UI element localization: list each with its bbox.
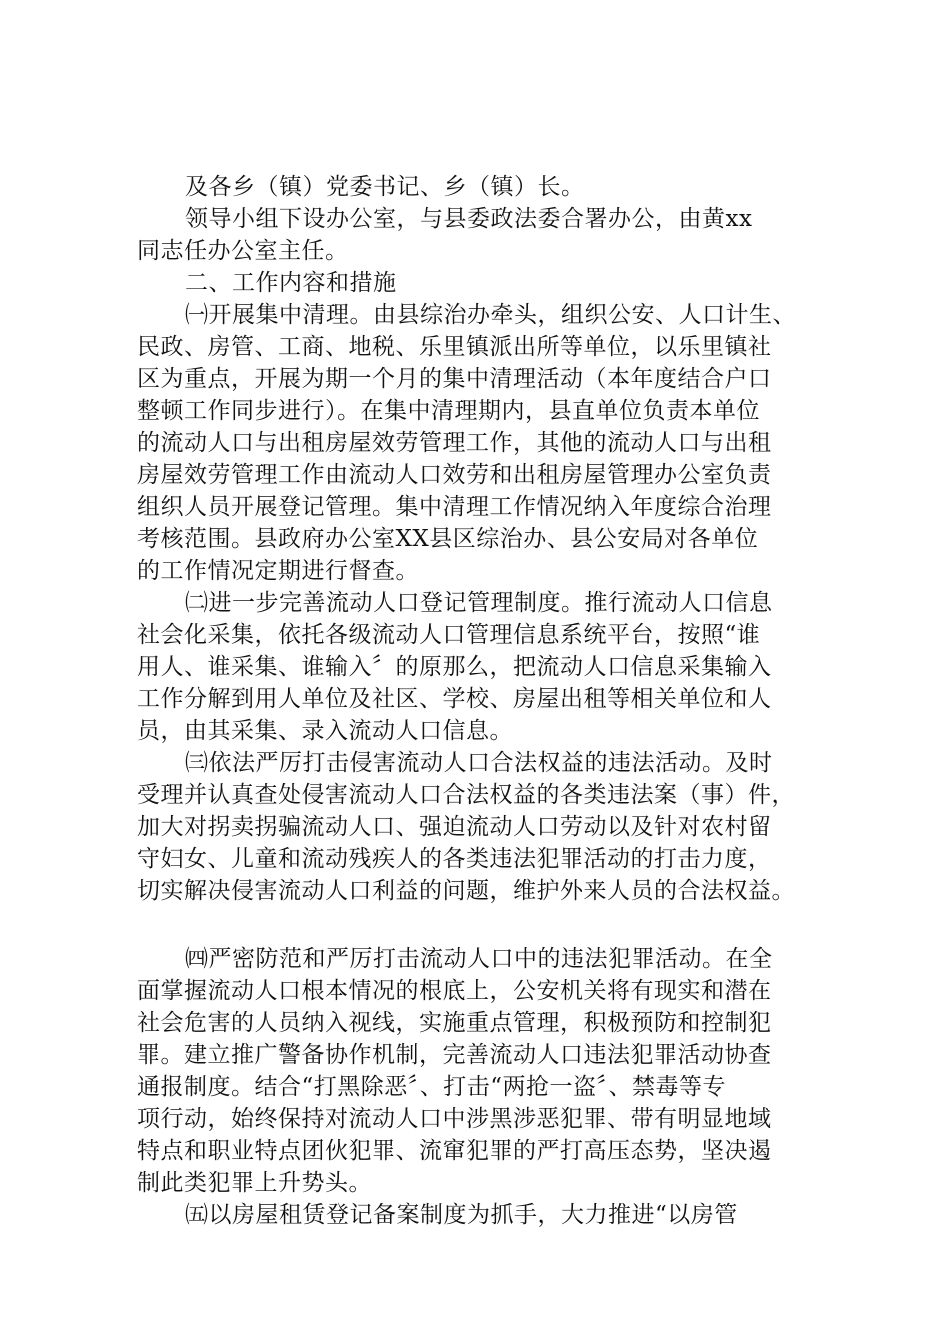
document-line: 民政、房管、工商、地税、乐里镇派出所等单位，以乐里镇社 <box>137 334 772 360</box>
document-line: 面掌握流动人口根本情况的根底上，公安机关将有现实和潜在 <box>137 978 772 1004</box>
document-line: 项行动，始终保持对流动人口中涉黑涉恶犯罪、带有明显地域 <box>137 1106 772 1132</box>
document-line: 罪。建立推广警备协作机制，完善流动人口违法犯罪活动协查 <box>137 1042 772 1068</box>
document-line: 加大对拐卖拐骗流动人口、强迫流动人口劳动以及针对农村留 <box>137 814 772 840</box>
document-line: 受理并认真查处侵害流动人口合法权益的各类违法案（事）件， <box>137 782 795 808</box>
document-line: 考核范围。县政府办公室XX县区综治办、县公安局对各单位 <box>137 526 759 552</box>
document-line: ㈠开展集中清理。由县综治办牵头，组织公安、人口计生、 <box>185 302 796 328</box>
document-line: 员，由其采集、录入流动人口信息。 <box>137 718 513 744</box>
document-line: 社会危害的人员纳入视线，实施重点管理，积极预防和控制犯 <box>137 1010 772 1036</box>
document-line: 的工作情况定期进行督查。 <box>137 558 419 584</box>
document-line: 守妇女、儿童和流动残疾人的各类违法犯罪活动的打击力度， <box>137 846 772 872</box>
document-line: ㈤以房屋租赁登记备案制度为抓手，大力推进“以房管 <box>185 1202 738 1228</box>
document-line: 组织人员开展登记管理。集中清理工作情况纳入年度综合治理 <box>137 494 772 520</box>
document-line: ㈡进一步完善流动人口登记管理制度。推行流动人口信息 <box>185 590 773 616</box>
document-line: 工作分解到用人单位及社区、学校、房屋出租等相关单位和人 <box>137 686 772 712</box>
document-line: 领导小组下设办公室，与县委政法委合署办公，由黄xx <box>185 206 753 232</box>
document-line: 二、工作内容和措施 <box>185 270 397 296</box>
document-line: 整顿工作同步进行）。在集中清理期内，县直单位负责本单位 <box>137 398 760 424</box>
document-line: 通报制度。结合“打黑除恶〞、打击“两抢一盗〞、禁毒等专 <box>137 1074 727 1100</box>
document-line: 社会化采集，依托各级流动人口管理信息系统平台，按照“谁 <box>137 622 761 648</box>
document-line: 同志任办公室主任。 <box>137 238 349 264</box>
document-line: 区为重点，开展为期一个月的集中清理活动（本年度结合户口 <box>137 366 772 392</box>
document-line: 及各乡（镇）党委书记、乡（镇）长。 <box>185 174 585 200</box>
document-line: ㈢依法严厉打击侵害流动人口合法权益的违法活动。及时 <box>185 750 773 776</box>
paragraph-gap <box>137 907 837 943</box>
document-line: 切实解决侵害流动人口利益的问题，维护外来人员的合法权益。 <box>137 878 795 904</box>
document-line: 房屋效劳管理工作由流动人口效劳和出租房屋管理办公室负责 <box>137 462 772 488</box>
document-line: 用人、谁采集、谁输入〞的原那么，把流动人口信息采集输入 <box>137 654 772 680</box>
document-line: 制此类犯罪上升势头。 <box>137 1170 372 1196</box>
document-line: ㈣严密防范和严厉打击流动人口中的违法犯罪活动。在全 <box>185 946 773 972</box>
document-line: 的流动人口与出租房屋效劳管理工作，其他的流动人口与出租 <box>137 430 772 456</box>
document-body <box>137 171 837 1231</box>
document-line: 特点和职业特点团伙犯罪、流窜犯罪的严打高压态势，坚决遏 <box>137 1138 772 1164</box>
